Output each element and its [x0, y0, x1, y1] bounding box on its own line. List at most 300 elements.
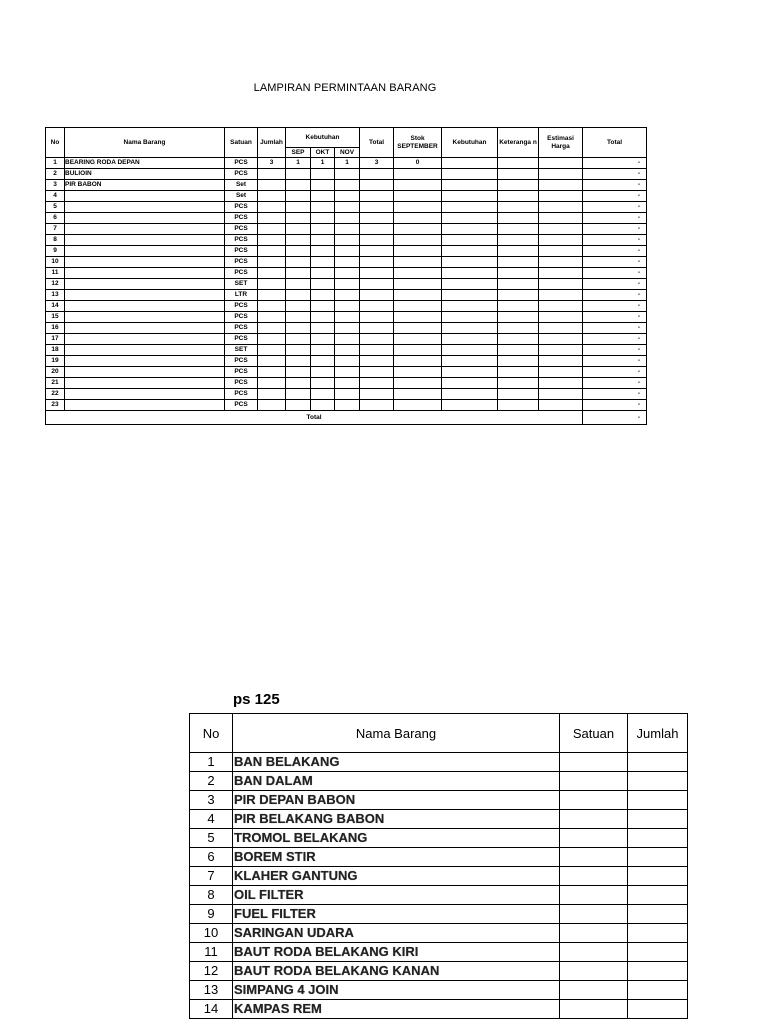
- cell-jumlah: [258, 235, 286, 246]
- cell-no: 18: [46, 345, 65, 356]
- cell-sep: [286, 356, 311, 367]
- cell-total2: -: [583, 400, 647, 411]
- cell-estimasi: [539, 389, 583, 400]
- cell-total: [360, 378, 394, 389]
- request-items-table: [45, 127, 647, 425]
- cell-keterangan: [498, 180, 539, 191]
- cell-satuan: SET: [225, 345, 258, 356]
- cell-keterangan: [498, 191, 539, 202]
- cell-total: [360, 279, 394, 290]
- cell-estimasi: [539, 301, 583, 312]
- cell-estimasi: [539, 268, 583, 279]
- table-row: [46, 378, 647, 389]
- cell-keterangan: [498, 389, 539, 400]
- cell-keterangan: [498, 290, 539, 301]
- cell-kebutuhan: [442, 268, 498, 279]
- cell-jumlah: [628, 1000, 688, 1019]
- cell-kebutuhan: [442, 191, 498, 202]
- cell-stok: [394, 290, 442, 301]
- cell-satuan: PCS: [225, 213, 258, 224]
- cell-no: 12: [190, 962, 233, 981]
- cell-kebutuhan: [442, 246, 498, 257]
- cell-satuan: PCS: [225, 169, 258, 180]
- cell-jumlah: [258, 389, 286, 400]
- cell-satuan: [560, 867, 628, 886]
- cell-total2: -: [583, 345, 647, 356]
- cell-nov: [335, 301, 360, 312]
- cell-nama: KAMPAS REM: [233, 1000, 560, 1019]
- cell-keterangan: [498, 246, 539, 257]
- cell-keterangan: [498, 334, 539, 345]
- cell-keterangan: [498, 202, 539, 213]
- cell-nama: [65, 378, 225, 389]
- cell-nov: [335, 202, 360, 213]
- cell-no: 5: [46, 202, 65, 213]
- header-jumlah: Jumlah: [258, 128, 286, 158]
- cell-no: 4: [46, 191, 65, 202]
- cell-stok: [394, 246, 442, 257]
- cell-sep: [286, 224, 311, 235]
- cell-jumlah: [258, 323, 286, 334]
- cell-nama: [65, 301, 225, 312]
- table-row: [46, 235, 647, 246]
- cell-kebutuhan: [442, 389, 498, 400]
- cell-kebutuhan: [442, 301, 498, 312]
- cell-satuan: PCS: [225, 257, 258, 268]
- cell-total2: -: [583, 202, 647, 213]
- cell-okt: [311, 323, 335, 334]
- cell-satuan: SET: [225, 279, 258, 290]
- cell-total: [360, 334, 394, 345]
- table-row: [46, 334, 647, 345]
- cell-stok: [394, 301, 442, 312]
- cell-nama: [65, 334, 225, 345]
- cell-nama: [65, 224, 225, 235]
- cell-nama: PIR DEPAN BABON: [233, 791, 560, 810]
- cell-satuan: PCS: [225, 356, 258, 367]
- cell-satuan: [560, 924, 628, 943]
- cell-jumlah: [258, 334, 286, 345]
- cell-sep: [286, 323, 311, 334]
- cell-nov: [335, 213, 360, 224]
- cell-stok: [394, 323, 442, 334]
- cell-keterangan: [498, 367, 539, 378]
- cell-kebutuhan: [442, 257, 498, 268]
- table-row: [46, 158, 647, 169]
- cell-okt: [311, 279, 335, 290]
- cell-keterangan: [498, 345, 539, 356]
- cell-satuan: [560, 810, 628, 829]
- cell-jumlah: [258, 169, 286, 180]
- cell-nama: SARINGAN UDARA: [233, 924, 560, 943]
- cell-total: [360, 389, 394, 400]
- table-row: [190, 772, 688, 791]
- cell-no: 15: [46, 312, 65, 323]
- cell-kebutuhan: [442, 279, 498, 290]
- cell-satuan: [560, 962, 628, 981]
- cell-jumlah: [628, 791, 688, 810]
- cell-jumlah: [628, 905, 688, 924]
- cell-total: [360, 312, 394, 323]
- cell-nov: [335, 257, 360, 268]
- cell-jumlah: [258, 268, 286, 279]
- cell-no: 4: [190, 810, 233, 829]
- cell-stok: [394, 312, 442, 323]
- cell-kebutuhan: [442, 180, 498, 191]
- cell-total: [360, 235, 394, 246]
- cell-keterangan: [498, 213, 539, 224]
- cell-nama: SIMPANG 4 JOIN: [233, 981, 560, 1000]
- cell-okt: [311, 345, 335, 356]
- cell-nama: TROMOL BELAKANG: [233, 829, 560, 848]
- cell-okt: [311, 356, 335, 367]
- cell-nama: [65, 268, 225, 279]
- cell-nov: [335, 290, 360, 301]
- cell-jumlah: [628, 772, 688, 791]
- cell-nama: BAUT RODA BELAKANG KANAN: [233, 962, 560, 981]
- ps125-items-table: [189, 713, 688, 1019]
- table-row: [190, 753, 688, 772]
- cell-total: [360, 290, 394, 301]
- cell-sep: [286, 213, 311, 224]
- sub-header-jumlah: Jumlah: [628, 714, 688, 753]
- cell-okt: [311, 180, 335, 191]
- cell-jumlah: [628, 924, 688, 943]
- cell-okt: [311, 367, 335, 378]
- cell-nov: [335, 378, 360, 389]
- cell-sep: [286, 345, 311, 356]
- cell-nama: [65, 356, 225, 367]
- cell-total: [360, 301, 394, 312]
- cell-nama: [65, 323, 225, 334]
- cell-no: 7: [46, 224, 65, 235]
- cell-keterangan: [498, 257, 539, 268]
- table-row: [190, 905, 688, 924]
- cell-okt: [311, 169, 335, 180]
- cell-total2: -: [583, 257, 647, 268]
- table-row: [46, 246, 647, 257]
- cell-kebutuhan: [442, 312, 498, 323]
- cell-sep: [286, 191, 311, 202]
- cell-no: 6: [190, 848, 233, 867]
- cell-no: 14: [46, 301, 65, 312]
- cell-okt: [311, 268, 335, 279]
- cell-jumlah: [258, 246, 286, 257]
- cell-estimasi: [539, 191, 583, 202]
- cell-stok: [394, 279, 442, 290]
- cell-total2: -: [583, 356, 647, 367]
- cell-kebutuhan: [442, 356, 498, 367]
- cell-nama: BULIOIN: [65, 169, 225, 180]
- header-no: No: [46, 128, 65, 158]
- cell-no: 1: [46, 158, 65, 169]
- cell-sep: [286, 301, 311, 312]
- cell-nama: BOREM STIR: [233, 848, 560, 867]
- cell-satuan: PCS: [225, 323, 258, 334]
- cell-nama: [65, 202, 225, 213]
- cell-jumlah: [258, 312, 286, 323]
- cell-stok: [394, 268, 442, 279]
- cell-nov: [335, 400, 360, 411]
- cell-no: 9: [190, 905, 233, 924]
- cell-total: [360, 191, 394, 202]
- cell-jumlah: [258, 345, 286, 356]
- total-label: Total: [46, 411, 583, 425]
- cell-jumlah: [628, 981, 688, 1000]
- cell-kebutuhan: [442, 400, 498, 411]
- cell-estimasi: [539, 356, 583, 367]
- cell-jumlah: [258, 257, 286, 268]
- cell-satuan: PCS: [225, 202, 258, 213]
- cell-nov: [335, 323, 360, 334]
- cell-nov: [335, 367, 360, 378]
- cell-total: [360, 356, 394, 367]
- cell-satuan: [560, 943, 628, 962]
- table-row: [190, 867, 688, 886]
- cell-jumlah: [258, 356, 286, 367]
- sub-header-satuan: Satuan: [560, 714, 628, 753]
- cell-satuan: PCS: [225, 235, 258, 246]
- table-row: [190, 1000, 688, 1019]
- cell-jumlah: [628, 810, 688, 829]
- table-row: [46, 202, 647, 213]
- cell-jumlah: [258, 202, 286, 213]
- cell-nov: [335, 169, 360, 180]
- cell-estimasi: [539, 279, 583, 290]
- cell-satuan: Set: [225, 191, 258, 202]
- cell-nama: OIL FILTER: [233, 886, 560, 905]
- cell-no: 21: [46, 378, 65, 389]
- cell-nama: [65, 235, 225, 246]
- cell-estimasi: [539, 400, 583, 411]
- table-row: [190, 848, 688, 867]
- cell-sep: [286, 367, 311, 378]
- cell-no: 8: [190, 886, 233, 905]
- header-keterangan: Keteranga n: [498, 128, 539, 158]
- cell-nama: [65, 257, 225, 268]
- table-row: [46, 213, 647, 224]
- cell-okt: [311, 334, 335, 345]
- cell-sep: [286, 389, 311, 400]
- cell-jumlah: [258, 213, 286, 224]
- cell-sep: [286, 202, 311, 213]
- cell-jumlah: [258, 301, 286, 312]
- cell-satuan: Set: [225, 180, 258, 191]
- cell-sep: [286, 257, 311, 268]
- table-row: [46, 279, 647, 290]
- cell-satuan: PCS: [225, 224, 258, 235]
- cell-no: 17: [46, 334, 65, 345]
- cell-satuan: PCS: [225, 268, 258, 279]
- cell-nama: [65, 400, 225, 411]
- cell-estimasi: [539, 224, 583, 235]
- cell-okt: [311, 389, 335, 400]
- cell-estimasi: [539, 367, 583, 378]
- cell-kebutuhan: [442, 367, 498, 378]
- cell-estimasi: [539, 257, 583, 268]
- cell-okt: [311, 378, 335, 389]
- cell-no: 2: [46, 169, 65, 180]
- cell-stok: [394, 345, 442, 356]
- cell-satuan: [560, 905, 628, 924]
- cell-nov: [335, 312, 360, 323]
- cell-nama: PIR BELAKANG BABON: [233, 810, 560, 829]
- header-estimasi-harga: Estimasi Harga: [539, 128, 583, 158]
- cell-nama: [65, 279, 225, 290]
- cell-okt: [311, 224, 335, 235]
- cell-satuan: PCS: [225, 312, 258, 323]
- cell-jumlah: [258, 290, 286, 301]
- cell-jumlah: [628, 753, 688, 772]
- cell-satuan: [560, 848, 628, 867]
- cell-satuan: LTR: [225, 290, 258, 301]
- table-row: [190, 886, 688, 905]
- cell-nama: [65, 389, 225, 400]
- cell-sep: [286, 235, 311, 246]
- cell-estimasi: [539, 345, 583, 356]
- cell-nov: [335, 180, 360, 191]
- cell-stok: [394, 334, 442, 345]
- cell-total2: -: [583, 246, 647, 257]
- cell-jumlah: 3: [258, 158, 286, 169]
- cell-no: 12: [46, 279, 65, 290]
- cell-keterangan: [498, 268, 539, 279]
- cell-no: 10: [46, 257, 65, 268]
- table-row: [46, 180, 647, 191]
- cell-total2: -: [583, 158, 647, 169]
- cell-nama: [65, 345, 225, 356]
- cell-keterangan: [498, 235, 539, 246]
- cell-total: [360, 213, 394, 224]
- cell-kebutuhan: [442, 378, 498, 389]
- cell-stok: [394, 378, 442, 389]
- cell-okt: [311, 400, 335, 411]
- cell-total: [360, 367, 394, 378]
- cell-total2: -: [583, 169, 647, 180]
- cell-estimasi: [539, 180, 583, 191]
- cell-okt: 1: [311, 158, 335, 169]
- cell-keterangan: [498, 312, 539, 323]
- cell-kebutuhan: [442, 158, 498, 169]
- cell-estimasi: [539, 290, 583, 301]
- cell-total: [360, 224, 394, 235]
- cell-stok: [394, 202, 442, 213]
- cell-stok: [394, 224, 442, 235]
- cell-satuan: [560, 886, 628, 905]
- cell-kebutuhan: [442, 235, 498, 246]
- header-nama-barang: Nama Barang: [65, 128, 225, 158]
- cell-jumlah: [628, 867, 688, 886]
- cell-no: 13: [190, 981, 233, 1000]
- cell-okt: [311, 213, 335, 224]
- cell-nov: [335, 279, 360, 290]
- cell-stok: [394, 400, 442, 411]
- cell-total2: -: [583, 367, 647, 378]
- table-row: [46, 367, 647, 378]
- cell-jumlah: [258, 191, 286, 202]
- table-row: [46, 301, 647, 312]
- cell-stok: [394, 169, 442, 180]
- cell-nama: KLAHER GANTUNG: [233, 867, 560, 886]
- cell-total: [360, 202, 394, 213]
- cell-jumlah: [628, 848, 688, 867]
- document-title: LAMPIRAN PERMINTAAN BARANG: [253, 82, 437, 94]
- cell-estimasi: [539, 323, 583, 334]
- table-row: [190, 943, 688, 962]
- cell-satuan: [560, 753, 628, 772]
- cell-nama: BEARING RODA DEPAN: [65, 158, 225, 169]
- cell-total2: -: [583, 301, 647, 312]
- cell-okt: [311, 235, 335, 246]
- cell-sep: [286, 279, 311, 290]
- cell-stok: [394, 235, 442, 246]
- header-kebutuhan: Kebutuhan: [442, 128, 498, 158]
- cell-total2: -: [583, 389, 647, 400]
- table-row: [46, 257, 647, 268]
- cell-nama: BAN BELAKANG: [233, 753, 560, 772]
- cell-nov: [335, 246, 360, 257]
- cell-kebutuhan: [442, 334, 498, 345]
- cell-jumlah: [258, 180, 286, 191]
- table-row: [46, 191, 647, 202]
- cell-satuan: PCS: [225, 334, 258, 345]
- cell-kebutuhan: [442, 202, 498, 213]
- header-sep: SEP: [286, 148, 311, 158]
- cell-nama: [65, 213, 225, 224]
- table-row: [46, 224, 647, 235]
- cell-no: 11: [46, 268, 65, 279]
- header-total: Total: [360, 128, 394, 158]
- cell-estimasi: [539, 202, 583, 213]
- cell-satuan: [560, 829, 628, 848]
- cell-no: 14: [190, 1000, 233, 1019]
- cell-nama: [65, 246, 225, 257]
- cell-nov: [335, 268, 360, 279]
- cell-total: [360, 246, 394, 257]
- table-row: [190, 829, 688, 848]
- cell-nama: [65, 290, 225, 301]
- cell-kebutuhan: [442, 290, 498, 301]
- cell-total: [360, 345, 394, 356]
- table-row: [46, 400, 647, 411]
- cell-no: 16: [46, 323, 65, 334]
- cell-keterangan: [498, 400, 539, 411]
- cell-total2: -: [583, 180, 647, 191]
- cell-jumlah: [628, 886, 688, 905]
- cell-total2: -: [583, 312, 647, 323]
- cell-kebutuhan: [442, 213, 498, 224]
- cell-keterangan: [498, 224, 539, 235]
- cell-total: [360, 180, 394, 191]
- table-row: [46, 356, 647, 367]
- cell-satuan: PCS: [225, 389, 258, 400]
- cell-satuan: PCS: [225, 301, 258, 312]
- cell-estimasi: [539, 312, 583, 323]
- header-stok-september: Stok SEPTEMBER: [394, 128, 442, 158]
- cell-jumlah: [628, 829, 688, 848]
- header-kebutuhan-group: Kebutuhan: [286, 128, 360, 148]
- cell-total2: -: [583, 378, 647, 389]
- cell-estimasi: [539, 378, 583, 389]
- cell-total2: -: [583, 191, 647, 202]
- cell-no: 7: [190, 867, 233, 886]
- cell-estimasi: [539, 158, 583, 169]
- table-row: [46, 323, 647, 334]
- section-title: ps 125: [233, 691, 280, 708]
- cell-stok: 0: [394, 158, 442, 169]
- cell-no: 3: [46, 180, 65, 191]
- cell-satuan: [560, 1000, 628, 1019]
